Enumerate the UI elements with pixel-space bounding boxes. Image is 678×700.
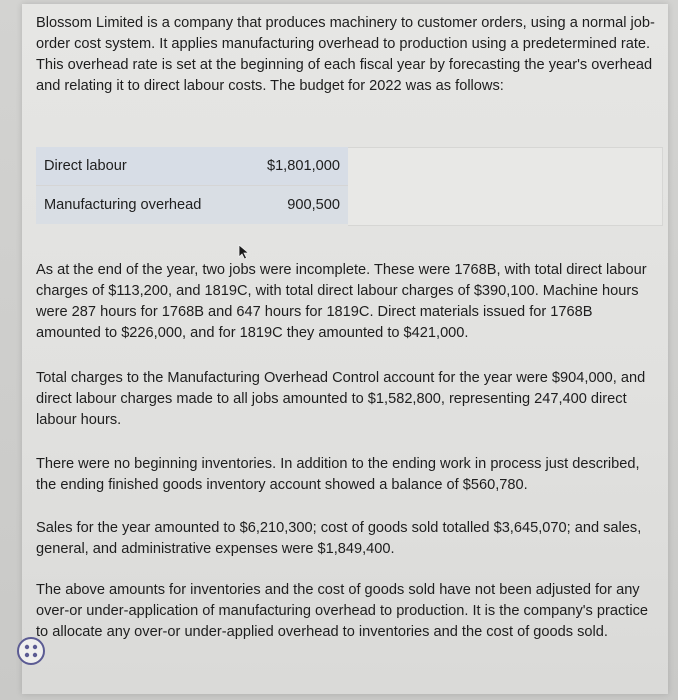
budget-row-direct-labour: [36, 147, 348, 186]
incomplete-jobs-paragraph: As at the end of the year, two jobs were incomplete. These were 1768B, with total direct labour charges of $113,200, and 1819C, with total direct labour charges of $390,100. Machine hours were 287 hours for 1768B and 647 hours for 1819C. Direct materials issued for 1768B amounted to $226,000, and for 1819C they amounted to $421,000.: [36, 262, 647, 341]
budget-table: [36, 147, 348, 224]
overhead-charges-paragraph: Total charges to the Manufacturing Overhead Control account for the year were $904,000, and direct labour charges made to all jobs amounted to $1,582,800, representing 247,400 direct labour hours.: [36, 370, 646, 428]
budget-label: Manufacturing overhead: [36, 186, 242, 225]
budget-value: 900,500: [242, 186, 348, 225]
mouse-cursor-icon: [238, 244, 250, 260]
question-panel: [22, 4, 668, 694]
budget-row-manufacturing-overhead: [36, 186, 348, 225]
sales-paragraph: Sales for the year amounted to $6,210,300; cost of goods sold totalled $3,645,070; and sales, general, and administrative expenses were $1,849,400.: [36, 520, 642, 557]
table-empty-area: [348, 147, 663, 226]
allocation-paragraph: The above amounts for inventories and the cost of goods sold have not been adjusted for any over-or under-application of manufacturing overhead to production. It is the company's practice to allocate any over-or under-applied overhead to inventories and the cost of goods sold.: [36, 582, 649, 640]
inventories-paragraph: There were no beginning inventories. In addition to the ending work in process just described, the ending finished goods inventory account showed a balance of $560,780.: [36, 456, 640, 493]
budget-label: Direct labour: [36, 147, 242, 186]
budget-value: $1,801,000: [242, 147, 348, 186]
accessibility-icon[interactable]: [17, 637, 45, 665]
intro-paragraph: Blossom Limited is a company that produces machinery to customer orders, using a normal job-order cost system. It applies manufacturing overhead to production using a predetermined rate. This overhead rate is set at the beginning of each fiscal year by forecasting the year's overhead and relating it to direct labour costs. The budget for 2022 was as follows:: [36, 15, 655, 94]
